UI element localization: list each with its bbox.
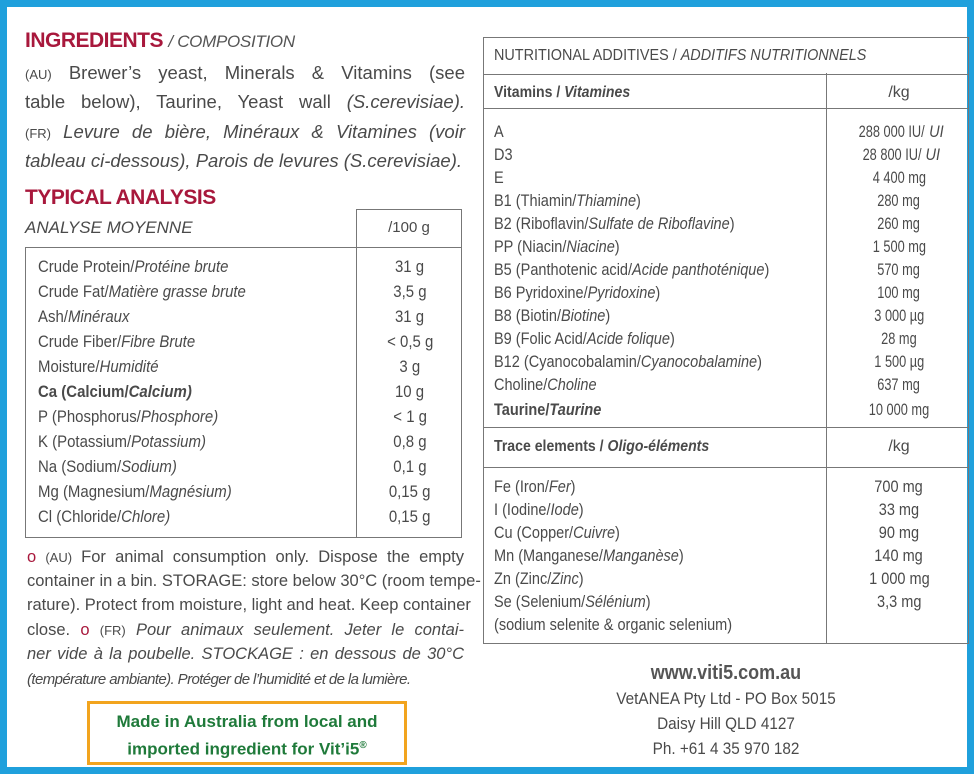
company-line: VetANEA Pty Ltd - PO Box 5015 bbox=[616, 689, 836, 708]
analysis-table bbox=[25, 247, 462, 538]
vitamin-value-text bbox=[875, 376, 923, 395]
vitamin-name: D3 bbox=[494, 146, 513, 164]
notice-line-2 bbox=[27, 572, 481, 591]
notice-line-6 bbox=[27, 671, 464, 688]
trace-value-text: 1 000 mg bbox=[868, 570, 930, 588]
ingredients-text-fr: Levure de bière, Minéraux & Vitamines (voir bbox=[51, 121, 465, 142]
vitamin-amount: 10 000 mg bbox=[868, 401, 930, 419]
analysis-row-label: Crude Protein/ bbox=[38, 257, 135, 276]
analysis-row bbox=[38, 357, 159, 377]
analysis-row-label: Na (Sodium/ bbox=[38, 457, 122, 476]
vitamin-value bbox=[828, 123, 970, 142]
analysis-row-value bbox=[357, 407, 463, 427]
vitamin-row bbox=[494, 307, 610, 326]
vitamin-value-text bbox=[879, 330, 919, 349]
vitamin-value-text bbox=[871, 307, 928, 326]
trace-name: Mn (Manganese/ bbox=[494, 547, 603, 565]
vitamins-heading-fr: Vitamines bbox=[564, 84, 631, 101]
analysis-row-value bbox=[357, 457, 463, 477]
website-link[interactable]: www.viti5.com.au bbox=[650, 662, 802, 684]
trace-name-fr: Cuivre bbox=[573, 524, 616, 542]
vitamin-value-text bbox=[865, 401, 934, 420]
vitamin-value-text bbox=[875, 192, 923, 211]
vitamin-value bbox=[828, 261, 970, 280]
trace-name-fr: Fer bbox=[548, 478, 571, 496]
vitamin-row bbox=[494, 146, 513, 165]
analysis-row-label-fr: Calcium) bbox=[128, 382, 192, 401]
vitamin-value-text bbox=[875, 215, 923, 234]
trace-value bbox=[828, 524, 970, 543]
trace-heading bbox=[494, 438, 709, 456]
analysis-row-label: Mg (Magnesium/ bbox=[38, 482, 150, 501]
analysis-row bbox=[38, 307, 129, 327]
vitamin-amount: 3 000 µg bbox=[874, 307, 924, 325]
analysis-row-label: Cl (Chloride/ bbox=[38, 507, 122, 526]
analysis-row bbox=[38, 432, 206, 452]
vitamin-name-fr: Pyridoxine bbox=[587, 284, 656, 302]
analysis-row-value bbox=[357, 307, 463, 327]
trace-value-text: 90 mg bbox=[878, 524, 920, 542]
vitamin-value-text bbox=[854, 123, 944, 142]
registered-mark: ® bbox=[359, 740, 367, 751]
vitamin-name: B8 (Biotin/ bbox=[494, 307, 561, 325]
vitamin-name: PP (Niacin/ bbox=[494, 238, 567, 256]
analysis-row-value bbox=[357, 332, 463, 352]
trace-value-text: 700 mg bbox=[874, 478, 924, 496]
trace-row bbox=[494, 501, 584, 520]
vitamin-name-fr: Cyanocobalamine bbox=[640, 353, 758, 371]
vitamin-name: Choline/ bbox=[494, 376, 548, 394]
analysis-row-label-fr: Fibre Brute bbox=[121, 332, 196, 351]
vitamin-unit-fr: UI bbox=[925, 146, 940, 164]
trace-row bbox=[494, 478, 575, 497]
analysis-row-label: K (Potassium/ bbox=[38, 432, 132, 451]
bullet-icon: o bbox=[27, 548, 37, 566]
trace-row bbox=[494, 547, 684, 566]
trace-heading-en: Trace elements / bbox=[494, 438, 608, 455]
vitamin-name-fr: Thiamine bbox=[576, 192, 637, 210]
trace-name: Fe (Iron/ bbox=[494, 478, 549, 496]
analysis-row-label: Crude Fat/ bbox=[38, 282, 109, 301]
ingredients-text-fr: tableau ci-dessous), Parois de levures (S.cerevisiae). bbox=[25, 150, 462, 171]
trace-name-tail: ) bbox=[678, 547, 684, 565]
vitamin-amount: 1 500 mg bbox=[872, 238, 926, 256]
analysis-row bbox=[38, 507, 170, 527]
vitamin-value-text bbox=[869, 169, 930, 188]
trace-value bbox=[828, 570, 970, 589]
vitamin-value-text bbox=[875, 261, 923, 280]
trace-row bbox=[494, 593, 651, 612]
analysis-value-text: 3,5 g bbox=[393, 282, 427, 301]
au-tag: (AU) bbox=[25, 67, 52, 82]
notice-line-4 bbox=[27, 621, 464, 640]
vitamin-name: A bbox=[494, 123, 504, 141]
vitamin-name-fr: Taurine bbox=[549, 401, 602, 419]
vitamin-name-tail: ) bbox=[605, 307, 611, 325]
analysis-row bbox=[38, 457, 177, 477]
vitamin-amount: 28 800 IU/ bbox=[862, 146, 922, 164]
trace-header-divider bbox=[484, 467, 968, 468]
analysis-row-label: Ca (Calcium/ bbox=[38, 382, 129, 401]
trace-value bbox=[828, 478, 970, 497]
notice-text-fr: Pour animaux seulement. Jeter le contai- bbox=[125, 621, 464, 639]
analysis-value-text: 31 g bbox=[395, 257, 425, 276]
vitamin-value-text bbox=[858, 146, 940, 165]
vitamin-amount: 100 mg bbox=[877, 284, 921, 302]
vitamin-amount: 260 mg bbox=[877, 215, 921, 233]
trace-row bbox=[494, 616, 732, 635]
notice-text: close. bbox=[27, 621, 81, 639]
made-in-text: imported ingredient for Vit’i5 bbox=[127, 739, 360, 759]
vitamin-name-fr: Sulfate de Riboflavine bbox=[588, 215, 730, 233]
trace-name-fr: Manganèse bbox=[602, 547, 679, 565]
trace-name-tail: ) bbox=[615, 524, 620, 542]
analysis-row bbox=[38, 482, 232, 502]
additives-title-row bbox=[483, 37, 969, 75]
trace-name: Cu (Copper/ bbox=[494, 524, 574, 542]
analysis-row-label-fr: Protéine brute bbox=[134, 257, 229, 276]
trace-name: Zn (Zinc/ bbox=[494, 570, 552, 588]
analysis-row-value bbox=[357, 507, 463, 527]
phone-line: Ph. +61 4 35 970 182 bbox=[652, 739, 800, 758]
analysis-row-value bbox=[357, 282, 463, 302]
vitamin-name: E bbox=[494, 169, 504, 187]
trace-name-tail: ) bbox=[578, 570, 584, 588]
analysis-row-label-fr: Magnésium) bbox=[149, 482, 232, 501]
analysis-row-label-fr: Potassium) bbox=[131, 432, 206, 451]
vitamin-name: B6 Pyridoxine/ bbox=[494, 284, 588, 302]
vitamin-amount: 637 mg bbox=[877, 376, 921, 394]
analysis-value-text: 31 g bbox=[395, 307, 425, 326]
analysis-row-value bbox=[357, 482, 463, 502]
vitamin-name: B2 (Riboflavin/ bbox=[494, 215, 589, 233]
ingredients-subtitle: / COMPOSITION bbox=[168, 32, 295, 51]
vitamin-name: B9 (Folic Acid/ bbox=[494, 330, 587, 348]
vitamin-value bbox=[828, 284, 970, 303]
notice-text-fr: ner vide à la poubelle. STOCKAGE : en dessous de 30°C bbox=[27, 645, 464, 663]
vitamin-name: B1 (Thiamin/ bbox=[494, 192, 577, 210]
notice-text: container in a bin. STORAGE: store below 30°C (room tempe- bbox=[27, 572, 481, 590]
vitamin-name-fr: Biotine bbox=[560, 307, 606, 325]
analysis-row-label: P (Phosphorus/ bbox=[38, 407, 141, 426]
made-in-line-1: Made in Australia from local and bbox=[116, 712, 378, 731]
analysis-row bbox=[38, 282, 246, 302]
analysis-row-label-fr: Matière grasse brute bbox=[108, 282, 246, 301]
vitamin-name-tail: ) bbox=[614, 238, 620, 256]
analysis-row-label-fr: Phosphore) bbox=[140, 407, 219, 426]
additives-title bbox=[494, 47, 866, 65]
vitamin-amount: 1 500 µg bbox=[874, 353, 924, 371]
vitamin-name-tail: ) bbox=[669, 330, 675, 348]
vitamins-unit: /kg bbox=[888, 84, 910, 101]
vitamin-row bbox=[494, 284, 660, 303]
analysis-value-text: < 0,5 g bbox=[386, 332, 434, 351]
vitamin-name-fr: Acide folique bbox=[586, 330, 670, 348]
vitamin-name-tail: ) bbox=[655, 284, 661, 302]
additives-title-fr: ADDITIFS NUTRITIONNELS bbox=[680, 47, 867, 64]
trace-value-text: 140 mg bbox=[874, 547, 924, 565]
ingredients-heading bbox=[25, 29, 295, 53]
notice-text-fr: (température ambiante). Protéger de l’humidité et de la lumière. bbox=[27, 671, 411, 688]
ingredients-text: table below), Taurine, Yeast wall bbox=[25, 91, 331, 112]
vitamin-row bbox=[494, 123, 504, 142]
vitamin-name-fr: Niacine bbox=[566, 238, 615, 256]
vitamin-value bbox=[828, 376, 970, 395]
vitamin-value bbox=[828, 238, 970, 257]
analysis-column-separator bbox=[356, 247, 357, 538]
vitamin-row bbox=[494, 261, 769, 280]
analysis-row-label: Moisture/ bbox=[38, 357, 100, 376]
analysis-row-value bbox=[357, 257, 463, 277]
vitamin-amount: 570 mg bbox=[877, 261, 921, 279]
analysis-row-value bbox=[357, 357, 463, 377]
vitamin-row bbox=[494, 192, 641, 211]
vitamin-value-text bbox=[875, 284, 923, 303]
trace-heading-fr: Oligo-éléments bbox=[607, 438, 710, 455]
vitamin-name-fr: Choline bbox=[547, 376, 597, 394]
trace-name-fr: Iode bbox=[550, 501, 579, 519]
analysis-row-label-fr: Minéraux bbox=[67, 307, 130, 326]
trace-unit: /kg bbox=[888, 438, 910, 455]
vitamin-name: B12 (Cyanocobalamin/ bbox=[494, 353, 641, 371]
trace-value bbox=[828, 547, 970, 566]
vitamin-value bbox=[828, 215, 970, 234]
trace-name-fr: Zinc bbox=[551, 570, 579, 588]
vitamin-name-tail: ) bbox=[757, 353, 762, 371]
vitamin-amount: 28 mg bbox=[881, 330, 917, 348]
ingredients-au-line-2 bbox=[25, 91, 465, 113]
analysis-value-text: 0,15 g bbox=[389, 482, 431, 501]
vitamin-row bbox=[494, 401, 601, 420]
analysis-unit: /100 g bbox=[388, 219, 430, 236]
analysis-subtitle: ANALYSE MOYENNE bbox=[25, 218, 193, 237]
analysis-row-value bbox=[357, 432, 463, 452]
made-in-australia-badge bbox=[87, 701, 407, 765]
bullet-icon: o bbox=[80, 621, 90, 639]
notice-line-1 bbox=[27, 548, 464, 567]
vitamin-name-tail: ) bbox=[636, 192, 641, 210]
additives-table bbox=[483, 73, 969, 644]
analysis-unit-cell bbox=[356, 209, 462, 247]
fr-tag: (FR) bbox=[99, 623, 126, 638]
additives-title-en: NUTRITIONAL ADDITIVES / bbox=[494, 47, 681, 64]
analysis-row bbox=[38, 407, 218, 427]
vitamin-row bbox=[494, 169, 504, 188]
trace-row bbox=[494, 570, 584, 589]
vitamin-name-tail: ) bbox=[729, 215, 735, 233]
analysis-value-text: 0,15 g bbox=[389, 507, 431, 526]
analysis-value-text: 3 g bbox=[399, 357, 421, 376]
analysis-value-text: 0,1 g bbox=[393, 457, 427, 476]
additives-column-separator bbox=[826, 73, 827, 643]
vitamin-name-fr: Acide panthoténique bbox=[632, 261, 765, 279]
trace-name: I (Iodine/ bbox=[494, 501, 551, 519]
trace-value-text: 33 mg bbox=[878, 501, 920, 519]
ingredients-text: Brewer’s yeast, Minerals & Vitamins (see bbox=[51, 62, 465, 83]
vitamins-heading-en: Vitamins / bbox=[494, 84, 565, 101]
notice-line-3 bbox=[27, 596, 471, 615]
ingredients-title: INGREDIENTS bbox=[25, 29, 164, 52]
vitamin-row bbox=[494, 330, 675, 349]
vitamin-unit-fr: UI bbox=[929, 123, 944, 141]
ingredients-fr-line-1 bbox=[25, 121, 465, 143]
trace-section-divider bbox=[484, 427, 968, 428]
analysis-heading: TYPICAL ANALYSIS bbox=[25, 186, 216, 209]
vitamin-value bbox=[828, 192, 970, 211]
vitamin-row bbox=[494, 353, 762, 372]
vitamin-value-text bbox=[871, 353, 928, 372]
vitamin-name: B5 (Panthotenic acid/ bbox=[494, 261, 633, 279]
notice-line-5 bbox=[27, 645, 464, 664]
trace-row bbox=[494, 524, 620, 543]
vitamin-row bbox=[494, 215, 735, 234]
vitamins-header-divider bbox=[484, 108, 968, 109]
analysis-value-text: 10 g bbox=[395, 382, 425, 401]
vitamin-value bbox=[828, 169, 970, 188]
trace-name-tail: ) bbox=[570, 478, 576, 496]
analysis-row-label-fr: Chlore) bbox=[121, 507, 171, 526]
au-tag: (AU) bbox=[45, 550, 73, 565]
fr-tag: (FR) bbox=[25, 126, 51, 141]
analysis-value-text: < 1 g bbox=[393, 407, 427, 426]
trace-name-tail: ) bbox=[645, 593, 651, 611]
analysis-value-text: 0,8 g bbox=[393, 432, 427, 451]
ingredients-au-line-1 bbox=[25, 62, 465, 84]
vitamin-row bbox=[494, 238, 620, 257]
ingredients-latin: (S.cerevisiae). bbox=[346, 91, 465, 112]
analysis-row bbox=[38, 257, 228, 277]
vitamin-name: Taurine/ bbox=[494, 401, 550, 419]
vitamin-value bbox=[828, 401, 970, 420]
vitamin-value bbox=[828, 330, 970, 349]
vitamin-value bbox=[828, 146, 970, 165]
vitamin-value bbox=[828, 353, 970, 372]
vitamins-heading bbox=[494, 84, 630, 102]
analysis-row-label: Crude Fiber/ bbox=[38, 332, 122, 351]
analysis-row-value bbox=[357, 382, 463, 402]
analysis-row-label-fr: Humidité bbox=[99, 357, 159, 376]
trace-name-fr: Sélénium bbox=[585, 593, 646, 611]
trace-name: (sodium selenite & organic selenium) bbox=[494, 616, 733, 634]
made-in-line-2 bbox=[90, 734, 404, 762]
analysis-row-label-fr: Sodium) bbox=[121, 457, 177, 476]
vitamin-amount: 288 000 IU/ bbox=[858, 123, 925, 141]
trace-name: Se (Selenium/ bbox=[494, 593, 586, 611]
trace-name-tail: ) bbox=[578, 501, 584, 519]
vitamin-value-text bbox=[869, 238, 930, 257]
trace-value-text: 3,3 mg bbox=[876, 593, 922, 611]
vitamin-name-tail: ) bbox=[764, 261, 770, 279]
vitamin-value bbox=[828, 307, 970, 326]
vitamin-amount: 4 400 mg bbox=[872, 169, 926, 187]
vitamin-row bbox=[494, 376, 597, 395]
trace-value bbox=[828, 501, 970, 520]
analysis-row bbox=[38, 332, 195, 352]
vitamin-amount: 280 mg bbox=[877, 192, 921, 210]
address-line: Daisy Hill QLD 4127 bbox=[657, 714, 795, 733]
ingredients-fr-line-2 bbox=[25, 150, 465, 172]
analysis-row bbox=[38, 382, 192, 402]
analysis-row-label: Ash/ bbox=[38, 307, 68, 326]
trace-value bbox=[828, 593, 970, 612]
notice-text: For animal consumption only. Dispose the empty bbox=[72, 548, 464, 566]
notice-text: rature). Protect from moisture, light and heat. Keep container bbox=[27, 596, 471, 614]
